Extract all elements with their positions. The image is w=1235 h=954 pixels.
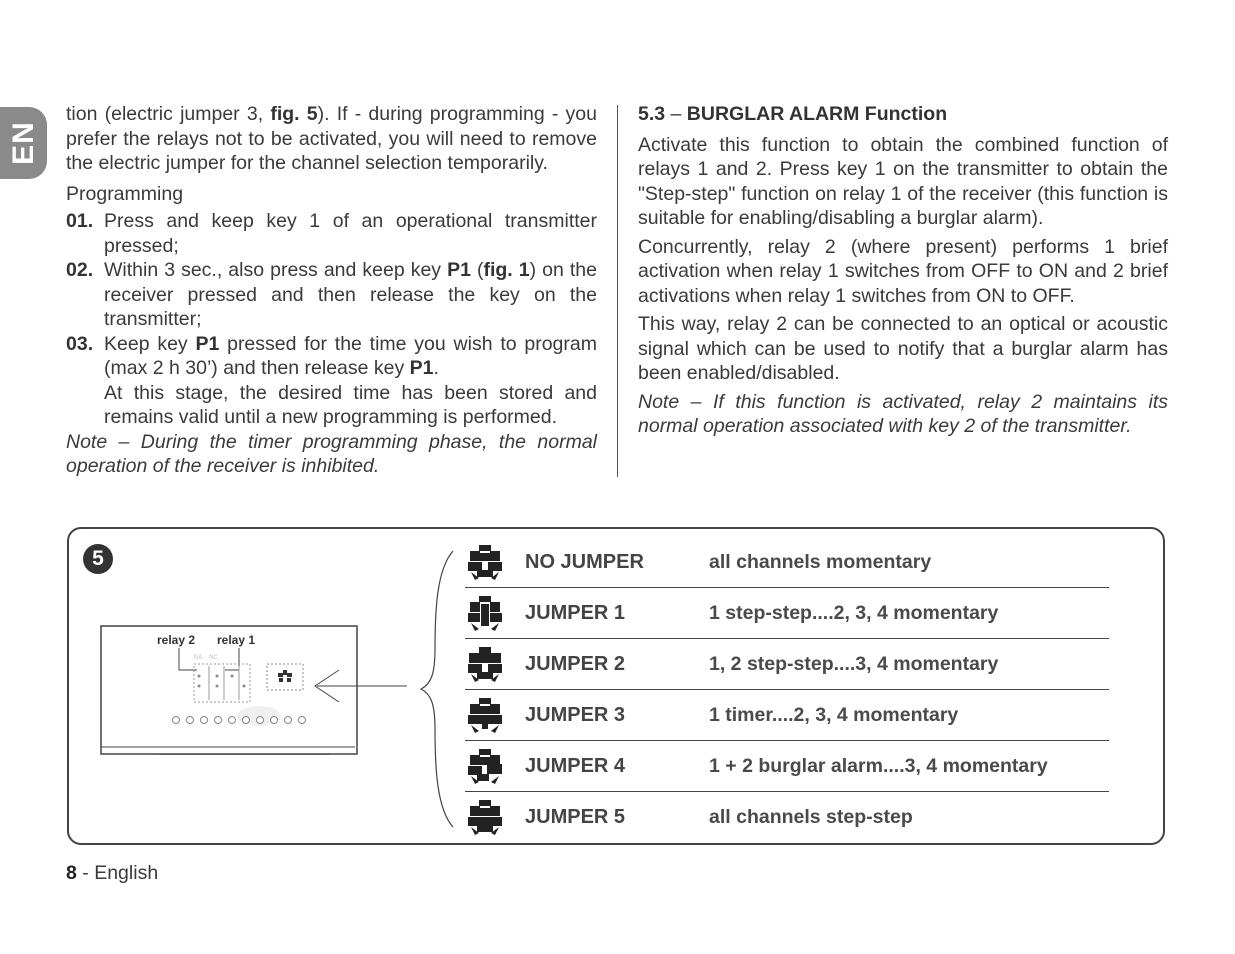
jumper-desc: all channels momentary [709, 550, 932, 573]
jumper-row [465, 639, 1109, 690]
brace [419, 549, 455, 829]
burglar-note: Note – If this function is activated, relay 2 maintains its normal operation associated with key 2 of the transmitter. [638, 390, 1168, 437]
paragraph-3: This way, relay 2 can be connected to an optical or acoustic signal which can be used to notify that a burglar alarm has been enabled/disabled. [638, 313, 1168, 384]
jumper-4-icon [465, 746, 505, 786]
na-label: NA [194, 655, 203, 661]
fig-reference: fig. 5 [270, 103, 318, 125]
jumper-desc: all channels step-step [709, 805, 913, 828]
key-label: P1 [409, 357, 434, 379]
nc-label: NC [209, 655, 218, 661]
jumper-name: JUMPER 5 [525, 805, 626, 828]
figure-number: 5 [83, 544, 113, 574]
step-number: 01. [66, 210, 94, 232]
relay-2-label: relay 2 [157, 633, 196, 647]
intro-text: tion (electric jumper 3, [66, 103, 271, 125]
jumper-name: JUMPER 2 [525, 652, 626, 675]
jumper-3-icon [465, 695, 505, 735]
programming-heading: Programming [66, 182, 184, 205]
step-number: 02. [66, 259, 94, 281]
key-label: P1 [195, 332, 220, 355]
jumper-name: NO JUMPER [525, 550, 644, 573]
step-01 [66, 209, 597, 258]
jumper-1-icon [465, 593, 505, 633]
jumper-desc: 1 timer....2, 3, 4 momentary [709, 703, 959, 726]
right-column [638, 102, 1168, 439]
footer-language: English [94, 862, 159, 884]
key-label: P1 [447, 259, 471, 281]
step-text: Press and keep key 1 of an operational transmitter pressed; [104, 210, 597, 257]
language-tab-label: EN [6, 121, 40, 165]
paragraph-1: Activate this function to obtain the combined function of relays 1 and 2. Press key 1 on the transmitter to obtain the "Step-step" function on relay 1 of the receiver (this function is suitable for enabling/disabling a burglar alarm). [638, 133, 1168, 229]
step-03 [66, 332, 597, 381]
column-divider [617, 105, 618, 477]
jumper-desc: 1, 2 step-step....3, 4 momentary [709, 652, 999, 675]
fig-reference: fig. 1 [483, 259, 530, 281]
figure-5 [67, 527, 1165, 845]
jumper-none-icon [465, 542, 505, 582]
jumper-row [465, 792, 1109, 842]
step-text: Within 3 sec., also press and keep key P1 (fig. 1) on the receiver pressed and then release the key on the transmitter; [104, 259, 597, 330]
jumper-name: JUMPER 1 [525, 601, 626, 624]
jumper-row [465, 537, 1109, 588]
stored-note: At this stage, the desired time has been stored and remains valid until a new programming is performed. [104, 381, 597, 428]
page-footer: 8 - English [66, 862, 159, 884]
paragraph-2: Concurrently, relay 2 (where present) performs 1 brief activation when relay 1 switches from OFF to ON and 2 brief activations when relay 1 switches from ON to OFF. [638, 235, 1168, 307]
jumper-row [465, 690, 1109, 741]
timer-note: Note – During the timer programming phase, the normal operation of the receiver is inhibited. [66, 430, 597, 477]
step-text: Keep key P1 pressed for the time you wish to program (max 2 h 30’) and then release key P1. [104, 332, 597, 379]
language-tab [0, 107, 47, 179]
step-number: 03. [66, 332, 94, 355]
left-column [66, 102, 597, 479]
intro-paragraph [66, 102, 597, 176]
step-02 [66, 258, 597, 332]
jumper-row [465, 588, 1109, 639]
page-number: 8 [66, 862, 77, 884]
pointer-arrow [311, 662, 411, 702]
jumper-desc: 1 step-step....2, 3, 4 momentary [709, 601, 999, 624]
jumper-name: JUMPER 4 [525, 754, 626, 777]
jumper-row [465, 741, 1109, 792]
section-heading: BURGLAR ALARM Function [686, 103, 948, 125]
section-title: 5.3 – BURGLAR ALARM Function [638, 103, 948, 125]
jumper-table [465, 537, 1109, 842]
section-number: 5.3 [638, 103, 666, 125]
jumper-2-icon [465, 644, 505, 684]
jumper-desc: 1 + 2 burglar alarm....3, 4 momentary [709, 754, 1048, 777]
jumper-5-icon [465, 797, 505, 837]
jumper-name: JUMPER 3 [525, 703, 626, 726]
intro-text-end: ). If - during programming - you prefer the relays not to be activated, you will need to remove the electric jumper for the channel selection temporarily. [66, 103, 597, 174]
relay-1-label: relay 1 [217, 633, 256, 647]
